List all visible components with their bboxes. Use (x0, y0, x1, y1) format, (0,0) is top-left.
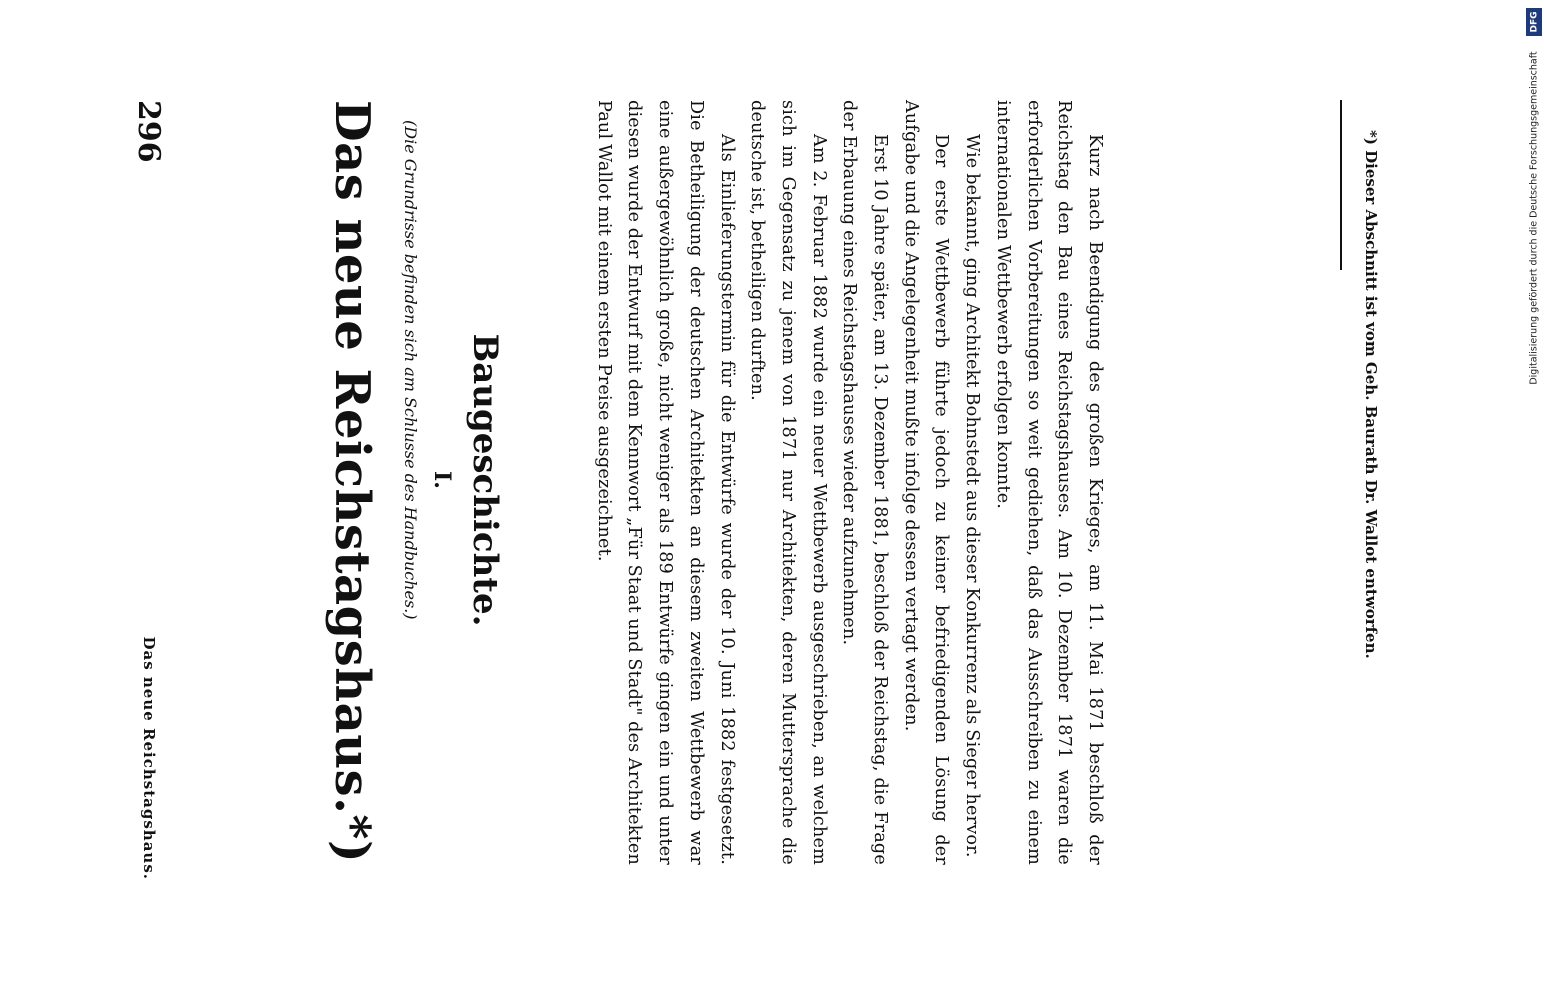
page-number: 296 (131, 100, 166, 163)
dfg-logo-text: DFG (1529, 11, 1540, 33)
dfg-logo (1526, 8, 1542, 36)
paragraph: Als Einlieferungstermin für die Entwürfe wurde der 10. Juni 1882 festgesetzt. Die Betheiligung der deutschen Architekten an diesem zweiten Wettbewerb war eine außergewöhnlich große, nicht weniger als 189 Entwürfe gingen ein und unter diesen wurde der Entwurf mit dem Kennwort „Für Staat und Stadt" des Architekten Paul Wallot mit einem ersten Preise ausgezeichnet. (593, 100, 737, 865)
footnote-rule (1340, 100, 1342, 270)
running-title: Das neue Reichstagshaus. (140, 636, 158, 880)
digitization-sidebar (1524, 8, 1544, 392)
paragraph: Wie bekannt, ging Architekt Bohnstedt aus dieser Konkurrenz als Sieger hervor. (962, 134, 983, 858)
section-number: I. (429, 471, 455, 489)
chapter-subtitle: (Die Grundrisse befinden sich am Schlusse des Handbuches.) (401, 120, 420, 620)
paragraph: Der erste Wettbewerb führte jedoch zu keiner befriedigenden Lösung der Aufgabe und die Angelegenheit mußte infolge dessen vertagt werden. (900, 100, 952, 865)
body-text (588, 100, 1110, 865)
page-header (130, 100, 170, 880)
section-title: Baugeschichte. (465, 333, 505, 627)
chapter-title: Das neue Reichstagshaus.*) (324, 100, 380, 864)
rotated-book-page (125, 100, 1385, 900)
paragraph: Erst 10 Jahre später, am 13. Dezember 1881, beschloß der Reichstag, die Frage der Erbauung eines Reichstagshauses wieder aufzunehmen. (839, 100, 891, 865)
footnote: *) Dieser Abschnitt ist vom Geh. Baurath Dr. Wallot entworfen. (1362, 130, 1380, 659)
digitization-note: Digitalisierung gefördert durch die Deutsche Forschungsgemeinschaft (1528, 51, 1540, 385)
paragraph: Am 2. Februar 1882 wurde ein neuer Wettbewerb ausgeschrieben, an welchem sich im Gegensatz zu jenem von 1871 nur Architekten, deren Muttersprache die deutsche ist, betheiligen durften. (747, 100, 829, 865)
paragraph: Kurz nach Beendigung des großen Krieges, am 11. Mai 1871 beschloß der Reichstag den Bau eines Reichstagshauses. Am 10. Dezember 1871 waren die erforderlichen Vorbereitungen so weit gediehen, daß das Ausschreiben zu einem internationalen Wettbewerb erfolgen konnte. (992, 100, 1105, 865)
